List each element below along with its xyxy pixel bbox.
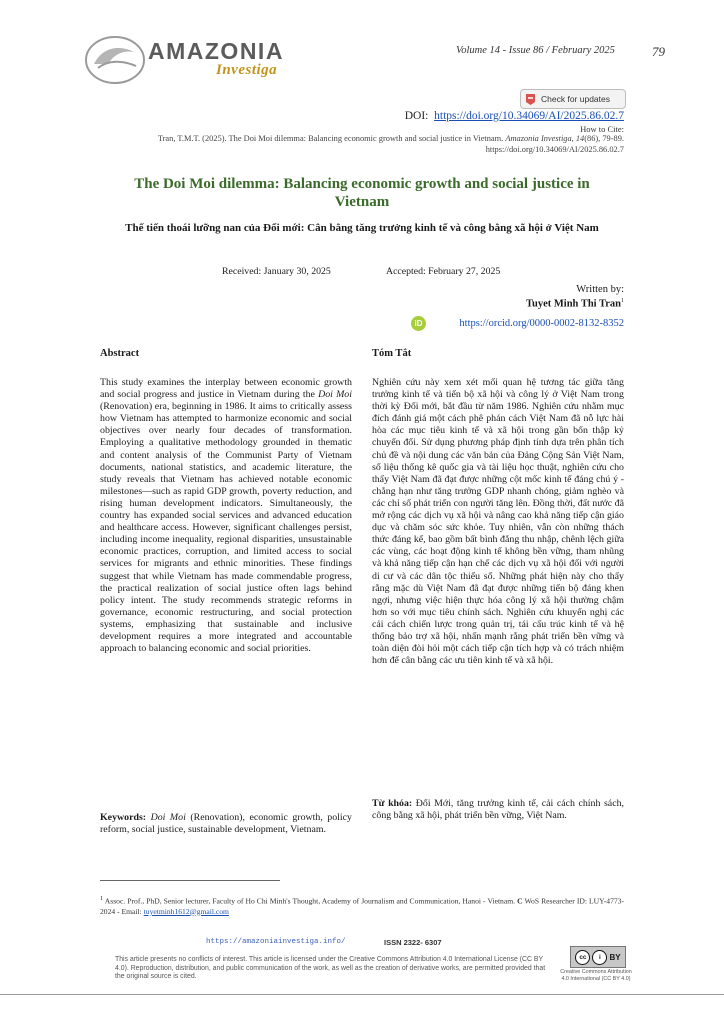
keywords-doi-moi: Doi Moi bbox=[150, 812, 186, 823]
attribution-icon: i bbox=[592, 950, 607, 965]
abstract-text-2: (Renovation) era, beginning in 1986. It aims to critically assess how Vietnam has attempted to harmonize economic and social objectives over nearly four decades of transformation. Employing a qualitative methodology grounded in thematic and content analysis of the Communist Party of Vietnam documents, national statistics, and academic literature, the study reveals that Vietnam has achieved notable economic milestones—such as rapid GDP growth, poverty reduction, and rising human development indicators. Simultaneously, the country has expanded social services and advanced education and healthcare access. However, significant challenges persist, including income inequality, regional disparities, unsustainable economic practices, corruption, and limited access to social services for migrants and ethnic minorities. These findings suggest that while Vietnam has made commendable progress, the practical realization of social justice often lags behind policy intent. The study recommends strategic reforms in governance, economic restructuring, and social protection systems, emphasizing that sustainable and inclusive development requires a more integrated and accountable approach to balancing economic and social priorities. bbox=[100, 401, 352, 655]
written-by-label: Written by: bbox=[576, 284, 624, 295]
citation-journal: Amazonia Investiga, 14 bbox=[505, 134, 585, 143]
by-label: BY bbox=[609, 952, 621, 962]
tu-khoa-text: Đổi Mới, tăng trưởng kinh tế, cải cách chính sách, công bằng xã hội, phát triển bền vững, Việt Nam. bbox=[372, 798, 624, 822]
paper-title-vietnamese: Thế tiến thoái lưỡng nan của Đổi mới: Cân bằng tăng trưởng kinh tế và công bằng xã hội ở Việt Nam bbox=[125, 222, 599, 234]
orcid-link[interactable]: https://orcid.org/0000-0002-8132-8352 bbox=[459, 318, 624, 329]
page-bottom-divider bbox=[0, 994, 724, 995]
abstract-heading: Abstract bbox=[100, 348, 140, 359]
cc-caption: Creative Commons Attribution 4.0 International (CC BY 4.0) bbox=[560, 969, 632, 982]
doi-line bbox=[405, 110, 624, 122]
check-for-updates-label: Check for updates bbox=[541, 94, 610, 104]
doi-link[interactable]: https://doi.org/10.34069/AI/2025.86.02.7 bbox=[434, 110, 624, 122]
journal-subname: Investiga bbox=[216, 62, 278, 78]
abstract-doi-moi: Doi Moi bbox=[318, 389, 352, 401]
footnote-text: Assoc. Prof., PhD, Senior lecturer, Faculty of Ho Chi Minh's Thought, Academy of Journalism and Communication, Hanoi - Vietnam. bbox=[103, 896, 518, 906]
cc-by-badge[interactable] bbox=[570, 946, 626, 968]
received-date: Received: January 30, 2025 bbox=[222, 266, 331, 277]
footnote-wos: WoS Researcher ID: LUY-4773-2024 - Email: bbox=[100, 896, 624, 916]
keywords-vietnamese bbox=[372, 798, 624, 822]
author-footnote bbox=[100, 894, 624, 917]
abstract-text-1: This study examines the interplay between economic growth and social progress and justice in Vietnam during the bbox=[100, 377, 352, 401]
accepted-date: Accepted: February 27, 2025 bbox=[386, 266, 501, 277]
tom-tat-body: Nghiên cứu này xem xét mối quan hệ tương tác giữa tăng trưởng kinh tế và tiến bộ xã hội và công lý ở Việt Nam trong thời kỳ Đổi mới, bắt đầu từ năm 1986. Nghiên cứu nhằm mục đích đánh giá một cách phê phán cách Việt Nam đã nỗ lực hài hòa các mục tiêu kinh tế và xã hội trong gần bốn thập kỷ chuyển đổi. Sử dụng phương pháp định tính dựa trên phân tích chủ đề và nội dung các văn bản của Đảng Cộng Sản Việt Nam, số liệu thống kê quốc gia và tài liệu học thuật, nghiên cứu cho thấy Việt Nam đã đạt được những cột mốc kinh tế đáng chú ý - chẳng hạn như tăng trưởng GDP nhanh chóng, giảm nghèo và các chỉ số phát triển con người tăng lên. Đồng thời, đất nước đã mở rộng các dịch vụ xã hội và nâng cao khả năng tiếp cận giáo dục và chăm sóc sức khỏe. Tuy nhiên, vẫn còn những thách thức đáng kể, bao gồm bất bình đẳng thu nhập, chênh lệch giữa các vùng, các hoạt động kinh tế không bền vững, tham nhũng và khả năng tiếp cận hạn chế các dịch vụ xã hội đối với người di cư và các dân tộc thiểu số. Những phát hiện này cho thấy rằng mặc dù Việt Nam đã đạt được những tiến bộ đáng khen ngợi, nhưng việc hiện thực hóa công lý xã hội thường chậm hơn so với mục tiêu chính sách. Nghiên cứu khuyến nghị các cải cách chiến lược trong quản trị, tái cấu trúc kinh tế và hệ thống bảo trợ xã hội, nhấn mạnh rằng phát triển bền vững và toàn diện đòi hỏi một cách tiếp cận tích hợp và có trách nhiệm hơn để cân bằng các ưu tiên kinh tế và xã hội. bbox=[372, 377, 624, 667]
abstract-body bbox=[100, 377, 352, 655]
citation bbox=[150, 134, 624, 155]
journal-logo-emblem bbox=[84, 34, 146, 86]
paper-title-english: The Doi Moi dilemma: Balancing economic growth and social justice in Vietnam bbox=[134, 176, 590, 210]
keywords-label: Keywords: bbox=[100, 812, 147, 823]
wos-icon: C bbox=[517, 896, 523, 906]
doi-label: DOI: bbox=[404, 110, 429, 122]
cc-icon: cc bbox=[575, 950, 590, 965]
orcid-icon: iD bbox=[411, 316, 426, 331]
check-for-updates-button[interactable] bbox=[520, 89, 626, 109]
journal-website-link[interactable]: https://amazoniainvestiga.info/ bbox=[206, 938, 346, 946]
issn: ISSN 2322- 6307 bbox=[384, 938, 442, 947]
author-footnote-marker: 1 bbox=[621, 298, 624, 304]
footnote-divider bbox=[100, 880, 280, 881]
citation-text-2: (86), 79-89. https://doi.org/10.34069/AI/2025.86.02.7 bbox=[485, 134, 624, 154]
citation-text-1: Tran, T.M.T. (2025). The Doi Moi dilemma: Balancing economic growth and social justice in Vietnam. bbox=[157, 134, 504, 143]
author-name bbox=[526, 298, 624, 310]
license-text: This article presents no conflicts of interest. This article is licensed under the Creative Commons Attribution 4.0 International License (CC BY 4.0). Reproduction, distribution, and public communication of the work, as well as the creation of derivative works, are permitted provided that the original source is cited. bbox=[115, 956, 546, 981]
crossmark-icon bbox=[525, 93, 536, 106]
keywords-text: (Renovation), economic growth, policy reform, social justice, sustainable development, Vietnam. bbox=[100, 812, 352, 836]
issue-line: Volume 14 - Issue 86 / February 2025 bbox=[456, 45, 615, 56]
tom-tat-heading: Tóm Tắt bbox=[372, 348, 412, 359]
page-number: 79 bbox=[652, 44, 665, 59]
keywords-english bbox=[100, 812, 352, 836]
tu-khoa-label: Từ khóa: bbox=[372, 798, 413, 809]
author-name-text: Tuyet Minh Thi Tran bbox=[525, 298, 621, 310]
journal-name: AMAZONIA bbox=[148, 38, 284, 64]
how-to-cite-label: How to Cite: bbox=[580, 124, 624, 134]
footnote-marker: 1 bbox=[100, 895, 104, 902]
author-email-link[interactable]: tuyetminh1612@gmail.com bbox=[143, 906, 229, 916]
